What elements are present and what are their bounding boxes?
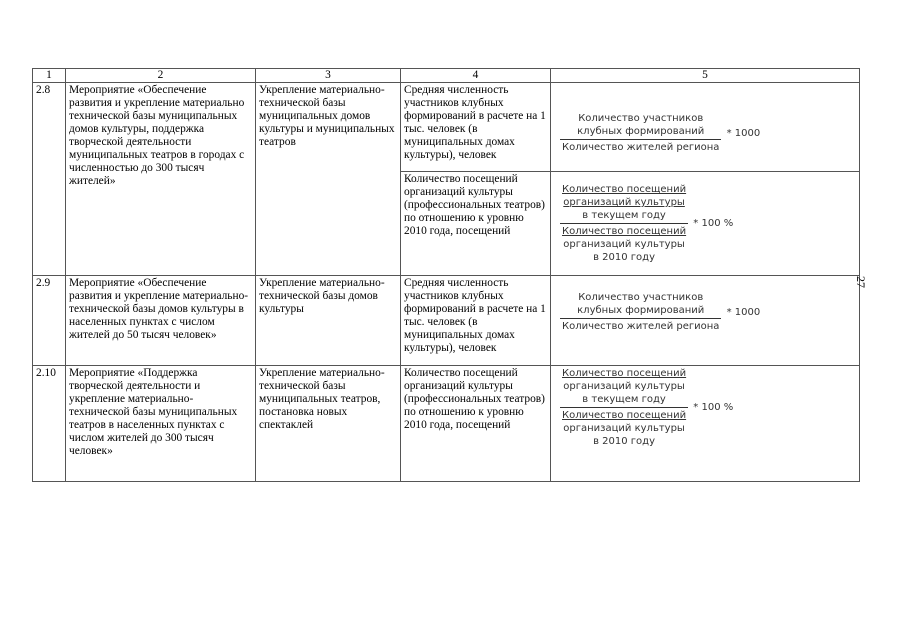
formula-denominator: Количество посещений — [562, 226, 687, 237]
table-row — [33, 83, 860, 172]
indicator-cell: Количество посещений организаций культуры (профессиональных театров) по отношению к уровню 2010 года, посещений — [401, 172, 551, 276]
formula-denominator: в 2010 году — [593, 436, 655, 447]
formula-numerator: организаций культуры — [563, 197, 685, 208]
measures-table — [32, 68, 860, 482]
indicator-cell: Средняя численность участников клубных формирований в расчете на 1 тыс. человек (в муниципальных домах культуры), человек — [401, 276, 551, 366]
goal-cell: Укрепление материально-технической базы муниципальных домов культуры и муниципальных театров — [256, 83, 401, 276]
row-number: 2.8 — [33, 83, 66, 276]
formula-cell — [551, 83, 860, 172]
header-cell-3: 3 — [256, 69, 401, 83]
formula-multiplier: * 100 % — [693, 402, 734, 413]
formula-multiplier: * 1000 — [726, 306, 761, 318]
formula-multiplier: * 100 % — [693, 218, 734, 229]
formula-fraction — [560, 367, 688, 448]
event-cell: Мероприятие «Поддержка творческой деятельности и укрепление материально-технической базы муниципальных театров в населенных пунктах с числом жителей до 300 тысяч человек» — [66, 366, 256, 482]
formula-denominator: в 2010 году — [593, 252, 655, 263]
row-number: 2.10 — [33, 366, 66, 482]
formula-numerator: в текущем году — [582, 394, 666, 405]
formula-numerator: Количество участников — [578, 113, 704, 124]
formula-cell — [551, 172, 860, 276]
formula-numerator: Количество посещений — [562, 184, 687, 195]
header-cell-4: 4 — [401, 69, 551, 83]
formula-denominator: Количество посещений — [562, 410, 687, 421]
header-cell-5: 5 — [551, 69, 860, 83]
row-number: 2.9 — [33, 276, 66, 366]
formula-cell — [551, 366, 860, 482]
formula-denominator: Количество жителей региона — [562, 321, 720, 332]
goal-cell: Укрепление материально-технической базы муниципальных театров, постановка новых спектаклей — [256, 366, 401, 482]
header-cell-1: 1 — [33, 69, 66, 83]
indicator-cell: Средняя численность участников клубных формирований в расчете на 1 тыс. человек (в муниципальных домах культуры), человек — [401, 83, 551, 172]
formula-fraction — [560, 112, 721, 154]
goal-cell: Укрепление материально-технической базы домов культуры — [256, 276, 401, 366]
table-row — [33, 366, 860, 482]
formula-multiplier: * 1000 — [726, 127, 761, 139]
formula-numerator: Количество участников — [578, 292, 704, 303]
event-cell: Мероприятие «Обеспечение развития и укрепление материально технической базы муниципальных домов культуры, поддержка творческой деятельности муниципальных театров в городах с численностью до 300 тысяч жителей» — [66, 83, 256, 276]
formula-numerator: Количество посещений — [562, 368, 687, 379]
formula-numerator: клубных формирований — [577, 126, 705, 137]
formula-denominator: организаций культуры — [563, 423, 685, 434]
table-header-row — [33, 69, 860, 83]
formula-cell — [551, 276, 860, 366]
formula-fraction — [560, 183, 688, 264]
formula-denominator: организаций культуры — [563, 239, 685, 250]
formula-numerator: клубных формирований — [577, 305, 705, 316]
event-cell: Мероприятие «Обеспечение развития и укрепление материально-технической базы домов культуры в населенных пунктах с числом жителей до 50 тысяч человек» — [66, 276, 256, 366]
header-cell-2: 2 — [66, 69, 256, 83]
indicator-cell: Количество посещений организаций культуры (профессиональных театров) по отношению к уровню 2010 года, посещений — [401, 366, 551, 482]
formula-fraction — [560, 291, 721, 333]
formula-numerator: организаций культуры — [563, 381, 685, 392]
page-number: 27 — [854, 276, 868, 288]
formula-denominator: Количество жителей региона — [562, 142, 720, 153]
formula-numerator: в текущем году — [582, 210, 666, 221]
table-row — [33, 276, 860, 366]
